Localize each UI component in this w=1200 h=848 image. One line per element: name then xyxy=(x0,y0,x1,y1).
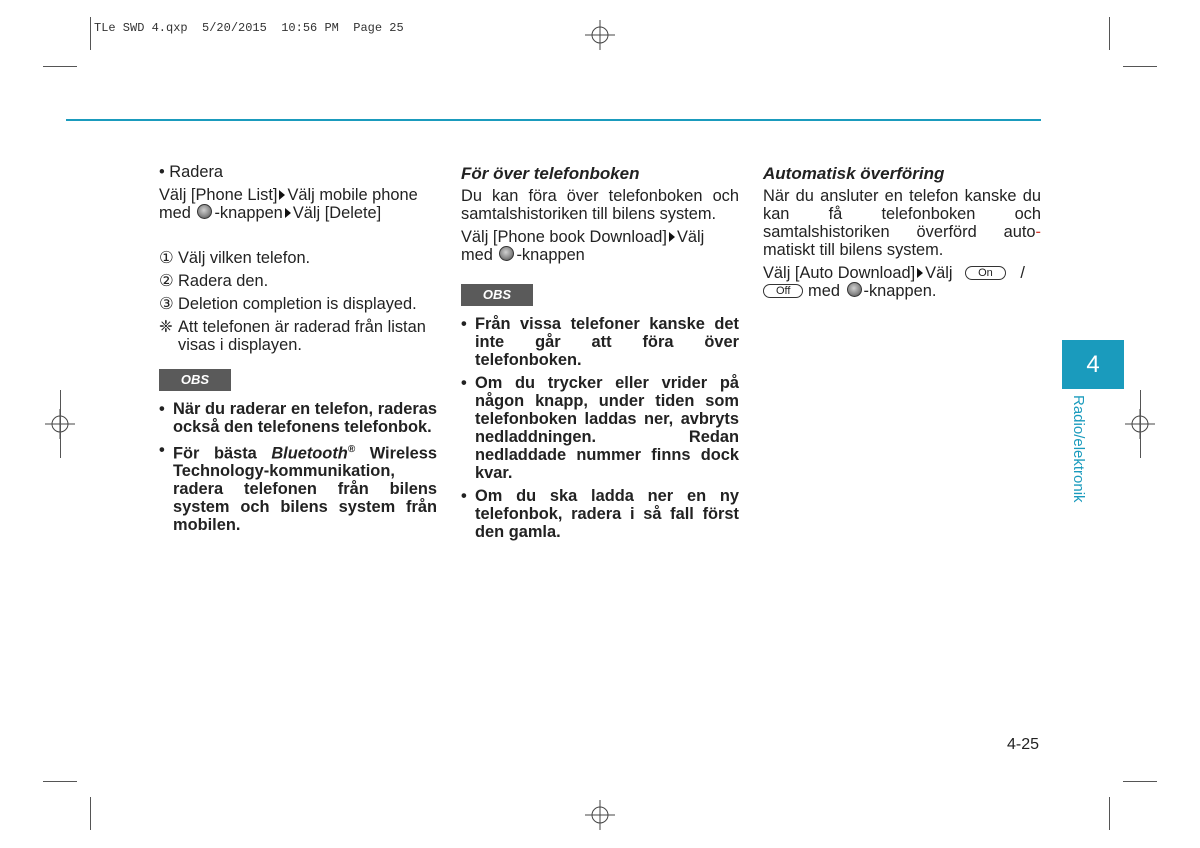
list-item: • Om du trycker eller vrider på någon knapp, under tiden som telefonboken laddas ner, avbryts nedladdningen. Redan nedladdade nummer finns dock kvar. xyxy=(461,374,739,482)
section-title: Automatisk överföring xyxy=(763,164,945,183)
knob-button-icon xyxy=(499,246,514,261)
list-item: ② Radera den. xyxy=(159,272,269,290)
list-item: • När du raderar en telefon, raderas också den telefonens telefonbok. xyxy=(159,400,437,436)
column-right xyxy=(763,163,1041,300)
registration-mark-icon xyxy=(585,800,615,830)
list-item: • Från vissa telefoner kanske det inte går att föra över telefonboken. xyxy=(461,315,739,369)
arrow-right-icon xyxy=(669,232,675,242)
crop-mark xyxy=(90,797,91,830)
chapter-title: Radio/elektronik xyxy=(1070,395,1087,503)
obs-notes xyxy=(461,315,739,541)
on-button: On xyxy=(965,266,1006,280)
step-marker: ③ xyxy=(159,295,174,313)
list-item: • Om du ska ladda ner en ny telefonbok, radera i så fall först den gamla. xyxy=(461,487,739,541)
chapter-tab: 4 xyxy=(1062,340,1124,389)
crop-mark xyxy=(1123,781,1157,782)
step-marker: ① xyxy=(159,249,174,267)
header-rule xyxy=(66,119,1041,121)
instruction-text: Välj [Auto Download] Välj On / Off med -knappen. xyxy=(763,264,1025,300)
off-button: Off xyxy=(763,284,803,298)
obs-badge: OBS xyxy=(159,369,231,391)
crop-mark xyxy=(1140,390,1141,458)
column-left xyxy=(159,163,437,539)
paragraph: Du kan föra över telefonboken och samtalshistoriken till bilens system. xyxy=(461,187,739,223)
crop-mark xyxy=(1109,17,1110,50)
arrow-right-icon xyxy=(285,208,291,218)
obs-notes xyxy=(159,400,437,534)
knob-button-icon xyxy=(197,204,212,219)
arrow-right-icon xyxy=(279,190,285,200)
registration-mark-icon xyxy=(585,20,615,50)
knob-button-icon xyxy=(847,282,862,297)
page-number: 4-25 xyxy=(1007,736,1040,753)
note-marker: ❈ xyxy=(159,318,173,336)
print-slug: TLe SWD 4.qxp 5/20/2015 10:56 PM Page 25 xyxy=(94,21,404,35)
list-item: ❈ Att telefonen är raderad från listan visas i displayen. xyxy=(159,318,426,354)
list-item: • För bästa Bluetooth® Wireless Technology-kommunikation, radera telefonen från bilens system och bilens system från mobilen. xyxy=(159,441,437,534)
crop-mark xyxy=(43,781,77,782)
list-item: ③ Deletion completion is displayed. xyxy=(159,295,417,313)
step-marker: ② xyxy=(159,272,174,290)
steps-list xyxy=(159,249,437,354)
crop-mark xyxy=(1123,66,1157,67)
obs-badge: OBS xyxy=(461,284,533,306)
crop-mark xyxy=(43,66,77,67)
instruction-text: Välj [Phone List] Välj mobile phone med -knappen Välj [Delete] xyxy=(159,186,418,222)
crop-mark xyxy=(90,17,91,50)
crop-mark xyxy=(60,390,61,458)
list-item: ① Välj vilken telefon. xyxy=(159,249,311,267)
column-middle xyxy=(461,163,739,546)
paragraph: När du ansluter en telefon kanske du kan få telefonboken och samtalshistoriken överförd auto- matiskt till bilens system. xyxy=(763,187,1041,259)
arrow-right-icon xyxy=(917,268,923,278)
section-title: För över telefonboken xyxy=(461,164,640,183)
hyphen: - xyxy=(1035,223,1041,241)
brand-name: Bluetooth xyxy=(271,444,348,463)
instruction-text: Välj [Phone book Download] Välj med -knappen xyxy=(461,228,705,264)
section-bullet-title: • Radera xyxy=(159,163,224,181)
crop-mark xyxy=(1109,797,1110,830)
